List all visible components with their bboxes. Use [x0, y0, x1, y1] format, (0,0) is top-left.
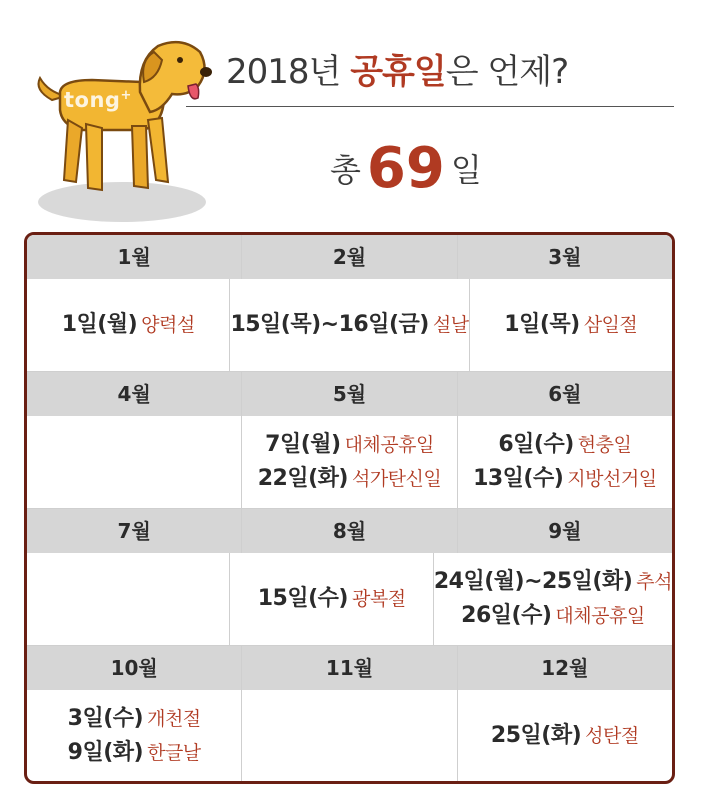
month-label: 5월	[242, 372, 457, 416]
holiday-entry	[68, 702, 201, 736]
month-label: 3월	[458, 235, 672, 279]
holiday-cell	[458, 416, 672, 508]
total-days: 총 69 일	[330, 136, 482, 201]
month-header-row	[27, 509, 672, 553]
holiday-entry	[230, 308, 468, 342]
holiday-date: 9일(화)	[67, 740, 144, 765]
holiday-name: 한글날	[147, 742, 201, 764]
holiday-entry	[258, 582, 406, 616]
holiday-name: 양력설	[141, 314, 195, 336]
month-label: 7월	[27, 509, 242, 553]
holiday-entry	[491, 719, 639, 753]
holiday-table	[24, 232, 675, 784]
month-label: 1월	[27, 235, 242, 279]
holiday-name: 현충일	[577, 434, 632, 456]
holiday-cell	[242, 416, 457, 508]
holiday-date: 15일(수)	[257, 586, 348, 611]
holiday-date: 25일(화)	[490, 723, 582, 748]
page-title: 2018년 공휴일은 언제?	[226, 52, 569, 92]
holiday-cell	[27, 690, 242, 782]
holiday-name: 추석	[636, 571, 672, 593]
holiday-cell	[470, 279, 672, 371]
holiday-cell	[27, 553, 230, 645]
holiday-entry	[68, 736, 201, 770]
holiday-date: 24일(월)~25일(화)	[433, 569, 633, 594]
holiday-name: 대체공휴일	[344, 434, 434, 456]
month-header-row	[27, 235, 672, 279]
holiday-date: 13일(수)	[473, 466, 564, 491]
month-label: 10월	[27, 646, 242, 690]
holiday-cell	[27, 416, 242, 508]
month-label: 12월	[458, 646, 672, 690]
holiday-cell	[242, 690, 457, 782]
holiday-row	[27, 553, 672, 646]
holiday-entry	[258, 462, 442, 496]
holiday-date: 1일(목)	[504, 312, 580, 337]
holiday-cell	[458, 690, 672, 782]
holiday-name: 개천절	[147, 708, 201, 730]
holiday-entry	[504, 308, 637, 342]
month-label: 4월	[27, 372, 242, 416]
holiday-row	[27, 690, 672, 782]
total-number: 69	[366, 136, 445, 201]
holiday-name: 성탄절	[585, 725, 639, 747]
month-header-row	[27, 372, 672, 416]
holiday-date: 1일(월)	[61, 312, 138, 337]
holiday-date: 15일(목)~16일(금)	[230, 312, 429, 337]
dog-illustration	[22, 30, 218, 225]
holiday-cell	[230, 553, 433, 645]
holiday-name: 삼일절	[583, 314, 638, 336]
holiday-date: 6일(수)	[498, 432, 574, 457]
holiday-date: 7일(월)	[265, 432, 341, 457]
month-label: 11월	[242, 646, 457, 690]
holiday-row	[27, 416, 672, 509]
holiday-entry	[498, 428, 631, 462]
holiday-cell	[27, 279, 230, 371]
holiday-entry	[265, 428, 434, 462]
holiday-name: 설날	[432, 314, 469, 336]
holiday-row	[27, 279, 672, 372]
holiday-entry	[62, 308, 195, 342]
holiday-cell	[230, 279, 469, 371]
holiday-name: 석가탄신일	[351, 468, 442, 490]
holiday-date: 22일(화)	[257, 466, 348, 491]
holiday-entry	[461, 599, 645, 633]
month-label: 8월	[242, 509, 457, 553]
title-accent: 공휴일	[350, 52, 446, 92]
holiday-name: 광복절	[351, 588, 406, 610]
title-divider	[186, 106, 674, 107]
holiday-entry	[473, 462, 657, 496]
holiday-entry	[434, 565, 672, 599]
month-label: 6월	[458, 372, 672, 416]
holiday-date: 26일(수)	[461, 603, 552, 628]
holiday-name: 지방선거일	[567, 468, 657, 490]
month-header-row	[27, 646, 672, 690]
holiday-name: 대체공휴일	[555, 605, 645, 627]
holiday-date: 3일(수)	[67, 706, 144, 731]
watermark: tong+	[64, 88, 132, 112]
month-label: 9월	[458, 509, 672, 553]
month-label: 2월	[242, 235, 457, 279]
holiday-cell	[434, 553, 672, 645]
